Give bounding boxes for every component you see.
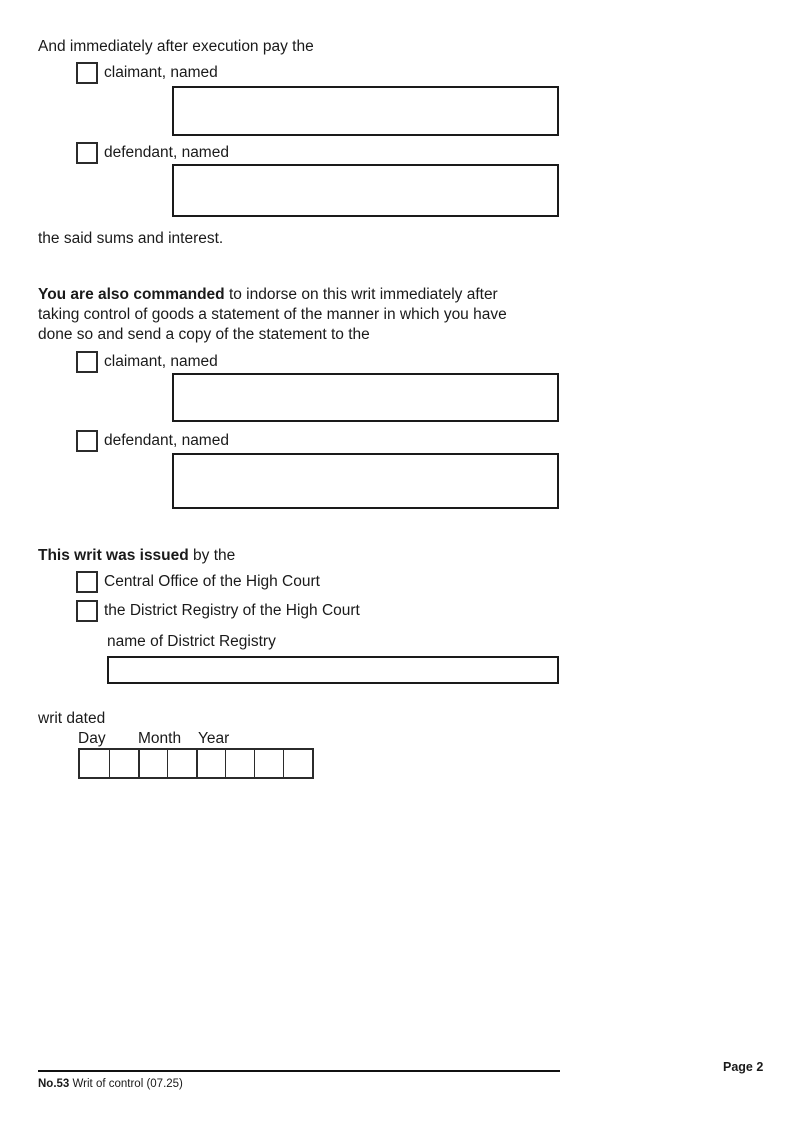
page-number: Page 2 (723, 1060, 764, 1074)
commanded-paragraph (38, 285, 543, 345)
writ-date-grid (78, 748, 314, 779)
year-label: Year (198, 730, 230, 747)
registry-name-box[interactable] (107, 656, 559, 684)
pay-defendant-name-box[interactable] (172, 164, 559, 217)
statement-defendant-name-box[interactable] (172, 453, 559, 509)
date-cell-month-2[interactable] (167, 750, 196, 777)
pay-claimant-row (76, 62, 218, 84)
date-cell-year-4[interactable] (283, 750, 312, 777)
writ-dated-label: writ dated (38, 710, 106, 727)
central-office-row (76, 571, 320, 593)
intro-line: And immediately after execution pay the (38, 38, 314, 55)
registry-name-label: name of District Registry (107, 633, 276, 650)
central-office-label: Central Office of the High Court (104, 573, 320, 590)
pay-defendant-label: defendant, named (104, 144, 229, 161)
statement-defendant-row (76, 430, 229, 452)
district-registry-checkbox[interactable] (76, 600, 98, 622)
pay-claimant-checkbox[interactable] (76, 62, 98, 84)
statement-claimant-name-box[interactable] (172, 373, 559, 422)
commanded-paragraph-lead: You are also commanded (38, 286, 225, 303)
commanded-paragraph-rest: to indorse on this writ immediately after taking control of goods a statement of the manner in which you have done so and send a copy of the statement to the (38, 286, 507, 343)
district-registry-row (76, 600, 360, 622)
central-office-checkbox[interactable] (76, 571, 98, 593)
date-cell-day-2[interactable] (109, 750, 138, 777)
day-label: Day (78, 730, 106, 747)
issued-line-lead: This writ was issued (38, 547, 189, 564)
statement-defendant-label: defendant, named (104, 432, 229, 449)
pay-claimant-name-box[interactable] (172, 86, 559, 136)
date-cell-day-1[interactable] (80, 750, 109, 777)
statement-claimant-checkbox[interactable] (76, 351, 98, 373)
statement-claimant-label: claimant, named (104, 353, 218, 370)
footer-divider (38, 1070, 560, 1072)
issued-line-rest: by the (188, 547, 236, 564)
date-cell-month-1[interactable] (138, 750, 167, 777)
footer-form-number: No.53 (38, 1078, 70, 1090)
date-cell-year-1[interactable] (196, 750, 225, 777)
pay-defendant-checkbox[interactable] (76, 142, 98, 164)
pay-defendant-row (76, 142, 229, 164)
statement-defendant-checkbox[interactable] (76, 430, 98, 452)
month-label: Month (138, 730, 182, 747)
pay-claimant-label: claimant, named (104, 64, 218, 81)
date-cell-year-3[interactable] (254, 750, 283, 777)
footer-form-id (38, 1078, 183, 1090)
footer-form-title: Writ of control (07.25) (69, 1078, 183, 1090)
date-cell-year-2[interactable] (225, 750, 254, 777)
statement-claimant-row (76, 351, 218, 373)
issued-line (38, 546, 235, 566)
sums-line: the said sums and interest. (38, 230, 224, 247)
district-registry-label: the District Registry of the High Court (104, 602, 360, 619)
